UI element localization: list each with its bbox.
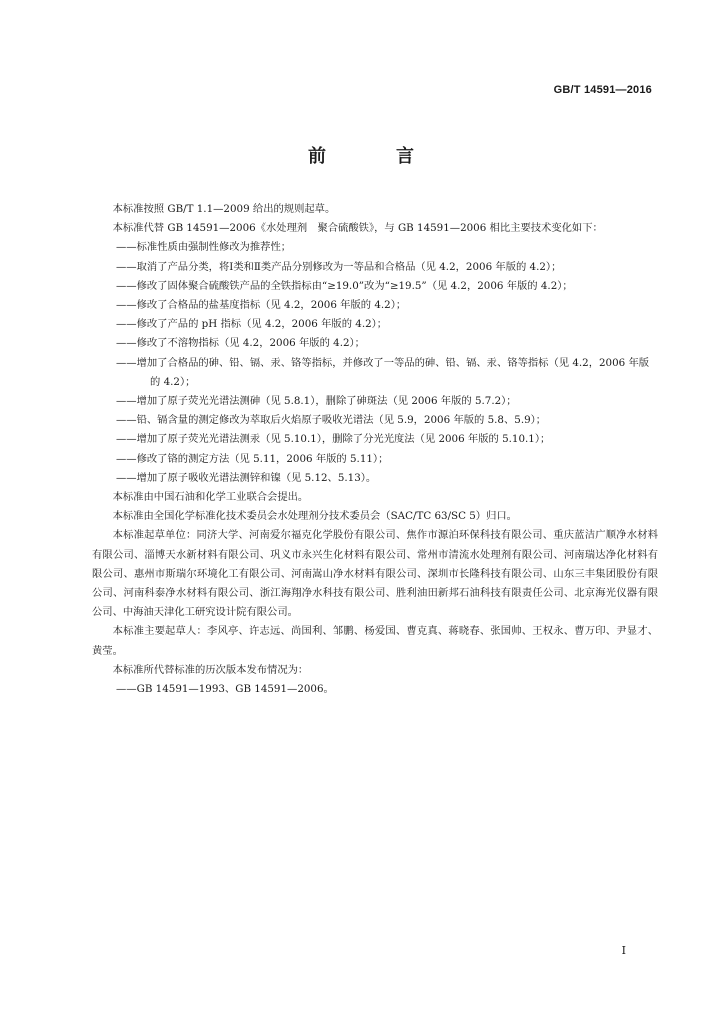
change-item: ——铅、镉含量的测定修改为萃取后火焰原子吸收光谱法（见 5.9，2006 年版的 5.8、5.9）； (116, 414, 547, 427)
foreword-body (92, 200, 658, 699)
change-item: ——取消了产品分类，将Ⅰ类和Ⅱ类产品分别修改为一等品和合格品（见 4.2，2006 年版的 4.2）； (116, 260, 562, 273)
paragraph-committee: 本标准由全国化学标准化技术委员会水处理剂分技术委员会（SAC/TC 63/SC 5）归口。 (112, 510, 517, 523)
changes-list (92, 238, 658, 488)
history-item: ——GB 14591—1993、GB 14591—2006。 (116, 683, 334, 696)
change-item: ——增加了原子荧光光谱法测砷（见 5.8.1），删除了砷斑法（见 2006 年版的 5.7.2）； (116, 395, 517, 408)
page-number: I (621, 944, 626, 957)
section-title: 前 言 (308, 146, 440, 167)
standard-code: GB/T 14591—2016 (553, 84, 652, 96)
paragraph-drafters: 本标准主要起草人：李风亭、许志远、尚国利、邹鹏、杨爱国、曹克真、蒋晓春、张国帅、王权永、曹万印、尹显才、黄莹。 (92, 625, 658, 657)
change-item: ——修改了铬的测定方法（见 5.11，2006 年版的 5.11）； (116, 452, 389, 465)
change-item: ——修改了固体聚合硫酸铁产品的全铁指标由“≥19.0”改为“≥19.5”（见 4.2，2006 年版的 4.2）； (116, 279, 573, 292)
change-item: ——修改了不溶物指标（见 4.2，2006 年版的 4.2）； (116, 337, 365, 350)
paragraph-replaces: 本标准代替 GB 14591—2006《水处理剂 聚合硫酸铁》，与 GB 14591—2006 相比主要技术变化如下： (112, 222, 603, 235)
change-item: ——增加了原子荧光光谱法测汞（见 5.10.1），删除了分光光度法（见 2006 年版的 5.10.1）； (116, 433, 551, 446)
change-item: ——标准性质由强制性修改为推荐性； (116, 241, 292, 254)
change-item: ——修改了产品的 pH 指标（见 4.2，2006 年版的 4.2）； (116, 318, 388, 331)
paragraph-drafting-units: 本标准起草单位：同济大学、河南爱尔福克化学股份有限公司、焦作市源泊环保科技有限公司、重庆蓝洁广顺净水材料有限公司、淄博天水新材料有限公司、巩义市永兴生化材料有限公司、常州市清流水处理剂有限公司、河南瑞达净化材料有限公司、惠州市斯瑞尔环境化工有限公司、河南嵩山净水材料有限公司、深圳市长隆科技有限公司、山东三丰集团股份有限公司、河南科泰净水材料有限公司、浙江海翔净水科技有限公司、胜利油田新邦石油科技有限责任公司、北京海光仪器有限公司、中海油天津化工研究设计院有限公司。 (92, 529, 658, 619)
paragraph-proposer: 本标准由中国石油和化学工业联合会提出。 (112, 491, 309, 504)
change-item: ——增加了原子吸收光谱法测锌和镍（见 5.12、5.13）。 (116, 471, 377, 484)
paragraph-drafting-rules: 本标准按照 GB/T 1.1—2009 给出的规则起草。 (112, 203, 336, 215)
change-item: ——增加了合格品的砷、铅、镉、汞、铬等指标，并修改了一等品的砷、铅、镉、汞、铬等指标（见 4.2，2006 年版的 4.2）； (116, 356, 650, 388)
change-item: ——修改了合格品的盐基度指标（见 4.2，2006 年版的 4.2）； (116, 299, 407, 312)
paragraph-history-intro: 本标准所代替标准的历次版本发布情况为： (112, 663, 309, 676)
